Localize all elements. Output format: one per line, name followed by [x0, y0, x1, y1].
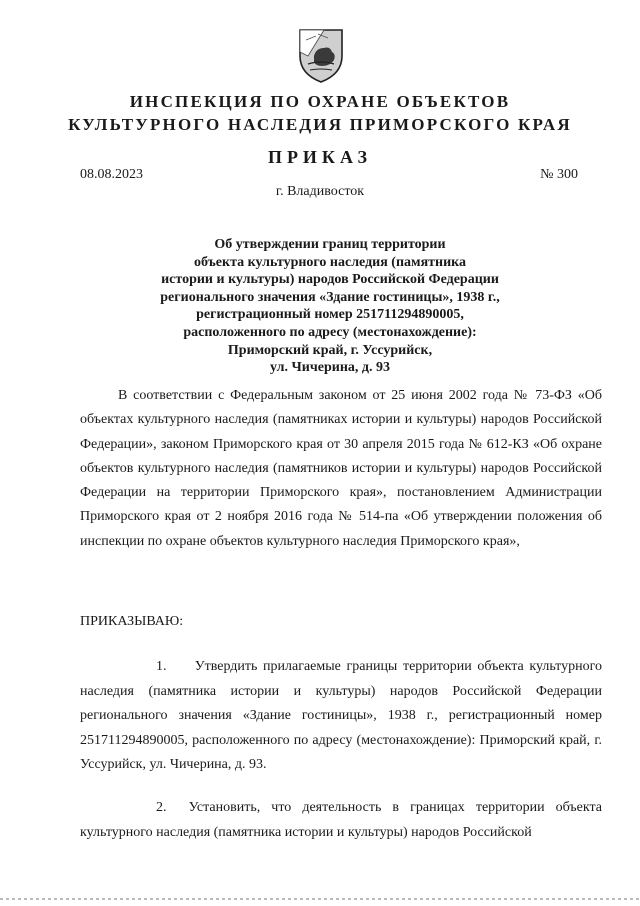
title-line: регистрационный номер 251711294890005,: [196, 307, 464, 323]
title-line: истории и культуры) народов Российской Федерации: [161, 272, 499, 288]
order-directive: ПРИКАЗЫВАЮ:: [80, 614, 184, 629]
item-number: 1.: [156, 659, 167, 674]
item-text: Утвердить прилагаемые границы территории объекта культурного наследия (памятника истории и культуры) народов Российской Федерации регионального значения «Здание гостиницы», 1938 г., регистрационный номер 251711294890005, расположенного по адресу (местонахождение): Приморский край, г. Уссурийск, ул. Чичерина, д. 93.: [80, 659, 602, 772]
document-number: № 300: [540, 167, 578, 182]
title-line: объекта культурного наследия (памятника: [193, 254, 467, 270]
document-title: [140, 236, 520, 377]
title-line: Об утверждении границ территории: [214, 237, 446, 252]
document-date: 08.08.2023: [80, 167, 143, 182]
item-text: Установить, что деятельность в границах территории объекта культурного наследия (памятника истории и культуры) народов Российской: [80, 800, 603, 840]
organization-name-line2: КУЛЬТУРНОГО НАСЛЕДИЯ ПРИМОРСКОГО КРАЯ: [68, 115, 572, 134]
item-number: 2.: [156, 800, 167, 815]
coat-of-arms-icon: [296, 26, 346, 84]
title-line: расположенного по адресу (местонахождение):: [183, 324, 477, 340]
preamble-paragraph: В соответствии с Федеральным законом от 25 июня 2002 года № 73-ФЗ «Об объектах культурного наследия (памятниках истории и культуры) народов Российской Федерации», законом Приморского края от 30 апреля 2015 года № 612-КЗ «Об охране объектов культурного наследия (памятников истории и культуры) народов Российской Федерации на территории Приморского края», постановлением Администрации Приморского края от 2 ноября 2016 года № 514-па «Об утверждении положения об инспекции по охране объектов культурного наследия Приморского края»,: [80, 388, 602, 549]
title-line: Приморский край, г. Уссурийск,: [227, 342, 433, 358]
organization-name-line1: ИНСПЕКЦИЯ ПО ОХРАНЕ ОБЪЕКТОВ: [129, 92, 511, 111]
document-city: г. Владивосток: [275, 184, 365, 199]
title-line: ул. Чичерина, д. 93: [270, 360, 390, 376]
title-line: регионального значения «Здание гостиницы», 1938 г.,: [160, 289, 500, 305]
page-bottom-edge: [0, 898, 640, 900]
order-item-1: [80, 655, 602, 778]
document-type-heading: ПРИКАЗ: [267, 147, 373, 167]
order-item-2: [80, 796, 602, 845]
